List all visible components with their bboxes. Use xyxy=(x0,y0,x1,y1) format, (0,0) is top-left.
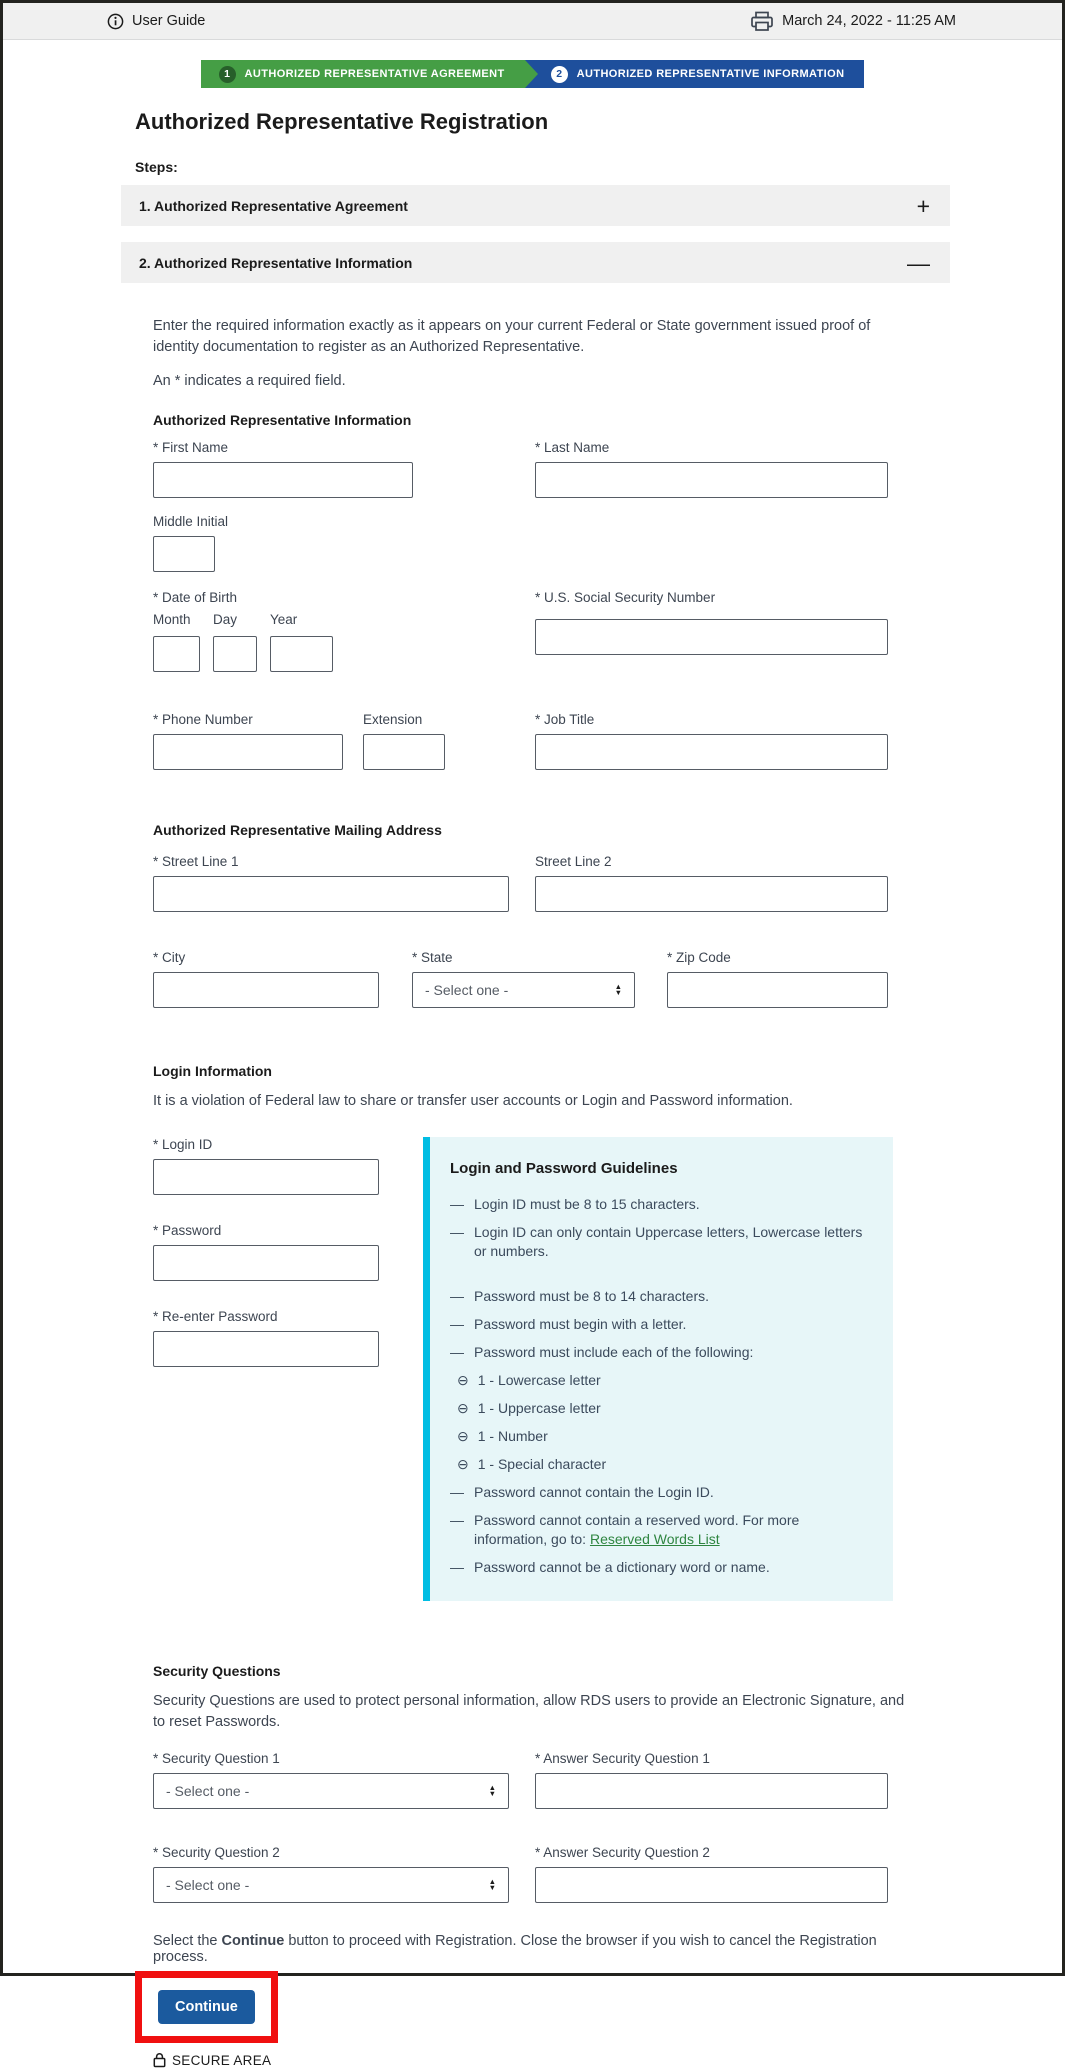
dash-bullet: — xyxy=(450,1559,464,1575)
info-section-heading: Authorized Representative Information xyxy=(153,412,412,428)
step-1-label: AUTHORIZED REPRESENTATIVE AGREEMENT xyxy=(244,68,505,80)
accordion-information-header[interactable] xyxy=(121,242,950,283)
datetime-text: March 24, 2022 - 11:25 AM xyxy=(782,13,956,29)
last-name-label: * Last Name xyxy=(535,440,610,455)
secure-area xyxy=(153,2052,920,2068)
lock-icon xyxy=(153,2052,166,2068)
red-highlight-annotation xyxy=(135,1971,278,2043)
security-description: Security Questions are used to protect personal information, allow RDS users to provide an Electronic Signature, and to reset Passwords. xyxy=(153,1693,905,1730)
continue-instruction: Select the Continue button to proceed with Registration. Close the browser if you wish to cancel the Registration process. xyxy=(153,1933,877,1965)
security-q1-value: - Select one - xyxy=(166,1783,250,1799)
accordion-agreement-header[interactable] xyxy=(121,185,950,226)
required-field-note: An * indicates a required field. xyxy=(153,373,346,389)
state-select[interactable] xyxy=(412,972,635,1008)
dash-bullet: — xyxy=(450,1484,464,1500)
guideline-item: — Password cannot be a dictionary word or name. xyxy=(450,1559,770,1575)
dash-bullet: — xyxy=(450,1344,464,1360)
guideline-item: — Password must begin with a letter. xyxy=(450,1316,687,1332)
security-a1-label: * Answer Security Question 1 xyxy=(535,1751,710,1766)
street2-input[interactable] xyxy=(535,876,888,912)
step-indicator xyxy=(3,60,1062,88)
expand-plus-icon[interactable]: + xyxy=(916,192,930,219)
dash-bullet: — xyxy=(450,1512,464,1528)
last-name-input[interactable] xyxy=(535,462,888,498)
dob-year-input[interactable] xyxy=(270,636,333,672)
guideline-subitem: ⊖ 1 - Special character xyxy=(457,1456,607,1472)
first-name-label: * First Name xyxy=(153,440,229,455)
dash-bullet: — xyxy=(450,1224,464,1240)
street1-label: * Street Line 1 xyxy=(153,854,239,869)
ssn-label: * U.S. Social Security Number xyxy=(535,590,716,605)
guideline-subitem: ⊖ 1 - Number xyxy=(457,1428,548,1444)
security-q2-select[interactable] xyxy=(153,1867,509,1903)
password-guidelines-callout xyxy=(423,1137,893,1601)
security-a2-label: * Answer Security Question 2 xyxy=(535,1845,710,1860)
step-2-badge: 2 xyxy=(551,66,568,83)
job-title-input[interactable] xyxy=(535,734,888,770)
select-arrows-icon: ▲ ▼ xyxy=(488,1782,496,1798)
circle-minus-icon: ⊖ xyxy=(457,1456,469,1472)
step-2-label: AUTHORIZED REPRESENTATIVE INFORMATION xyxy=(576,68,845,80)
reserved-words-link[interactable]: Reserved Words List xyxy=(589,1531,720,1547)
ssn-input[interactable] xyxy=(535,619,888,655)
security-section-heading: Security Questions xyxy=(153,1663,281,1679)
print-icon[interactable] xyxy=(750,11,774,32)
user-guide-link[interactable] xyxy=(107,13,205,30)
dob-year-label: Year xyxy=(270,612,298,627)
top-bar xyxy=(3,3,1062,40)
zip-input[interactable] xyxy=(667,972,888,1008)
extension-label: Extension xyxy=(363,712,423,727)
middle-initial-label: Middle Initial xyxy=(153,514,229,529)
accordion-information-title: 2. Authorized Representative Information xyxy=(139,254,413,271)
login-id-label: * Login ID xyxy=(153,1137,213,1152)
dob-day-input[interactable] xyxy=(213,636,257,672)
guideline-item-reserved: — Password cannot contain a reserved word. For more information, go to: Reserved Words List xyxy=(450,1512,800,1547)
federal-law-warning: It is a violation of Federal law to share or transfer user accounts or Login and Password information. xyxy=(153,1093,793,1109)
accordion-agreement-title: 1. Authorized Representative Agreement xyxy=(139,197,408,214)
security-q1-label: * Security Question 1 xyxy=(153,1751,280,1766)
dob-month-input[interactable] xyxy=(153,636,200,672)
first-name-input[interactable] xyxy=(153,462,413,498)
security-a2-input[interactable] xyxy=(535,1867,888,1903)
secure-area-label: SECURE AREA xyxy=(172,2052,272,2068)
phone-input[interactable] xyxy=(153,734,343,770)
guideline-subitem: ⊖ 1 - Lowercase letter xyxy=(457,1372,601,1388)
reenter-password-input[interactable] xyxy=(153,1331,379,1367)
security-a1-input[interactable] xyxy=(535,1773,888,1809)
job-title-label: * Job Title xyxy=(535,712,595,727)
security-q1-select[interactable] xyxy=(153,1773,509,1809)
reenter-password-label: * Re-enter Password xyxy=(153,1309,278,1324)
guidelines-heading: Login and Password Guidelines xyxy=(450,1160,678,1177)
state-label: * State xyxy=(412,950,453,965)
step-2-information xyxy=(525,60,865,88)
select-arrows-icon: ▲ ▼ xyxy=(614,981,622,997)
guideline-item: — Login ID can only contain Uppercase letters, Lowercase letters or numbers. xyxy=(450,1224,863,1259)
mailing-section-heading: Authorized Representative Mailing Address xyxy=(153,822,442,838)
dob-month-label: Month xyxy=(153,612,191,627)
phone-label: * Phone Number xyxy=(153,712,253,727)
guideline-item: — Login ID must be 8 to 15 characters. xyxy=(450,1196,700,1212)
circle-minus-icon: ⊖ xyxy=(457,1372,469,1388)
user-guide-label: User Guide xyxy=(132,13,206,29)
page-title: Authorized Representative Registration xyxy=(135,109,549,134)
extension-input[interactable] xyxy=(363,734,445,770)
steps-label: Steps: xyxy=(135,159,178,175)
collapse-minus-icon[interactable]: — xyxy=(907,249,930,276)
middle-initial-input[interactable] xyxy=(153,536,215,572)
info-icon xyxy=(107,13,124,30)
city-input[interactable] xyxy=(153,972,379,1008)
street2-label: Street Line 2 xyxy=(535,854,612,869)
security-q2-value: - Select one - xyxy=(166,1877,250,1893)
guideline-subitem: ⊖ 1 - Uppercase letter xyxy=(457,1400,601,1416)
street1-input[interactable] xyxy=(153,876,509,912)
continue-button[interactable]: Continue xyxy=(158,1990,255,2024)
circle-minus-icon: ⊖ xyxy=(457,1428,469,1444)
dash-bullet: — xyxy=(450,1288,464,1304)
step-1-agreement xyxy=(201,60,525,88)
guideline-item: — Password must be 8 to 14 characters. xyxy=(450,1288,709,1304)
guideline-item: — Password must include each of the following: xyxy=(450,1344,754,1360)
dash-bullet: — xyxy=(450,1196,464,1212)
dash-bullet: — xyxy=(450,1316,464,1332)
circle-minus-icon: ⊖ xyxy=(457,1400,469,1416)
city-label: * City xyxy=(153,950,186,965)
security-q2-label: * Security Question 2 xyxy=(153,1845,280,1860)
password-input[interactable] xyxy=(153,1245,379,1281)
login-id-input[interactable] xyxy=(153,1159,379,1195)
password-label: * Password xyxy=(153,1223,222,1238)
login-section-heading: Login Information xyxy=(153,1063,272,1079)
state-select-value: - Select one - xyxy=(425,982,509,998)
dob-label: * Date of Birth xyxy=(153,590,238,605)
step-1-badge: 1 xyxy=(219,66,236,83)
intro-paragraph: Enter the required information exactly as it appears on your current Federal or State government issued proof of identity documentation to register as an Authorized Representative. xyxy=(153,318,871,355)
zip-label: * Zip Code xyxy=(667,950,731,965)
select-arrows-icon: ▲ ▼ xyxy=(488,1876,496,1892)
dob-day-label: Day xyxy=(213,612,238,627)
guideline-item: — Password cannot contain the Login ID. xyxy=(450,1484,714,1500)
